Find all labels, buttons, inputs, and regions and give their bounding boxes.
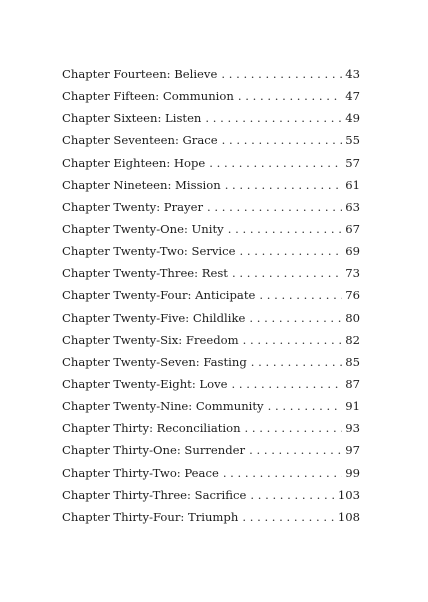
chapter-title: Chapter Thirty-Three: Sacrifice: [62, 487, 247, 502]
page-number: 97: [345, 443, 360, 458]
chapter-title: Chapter Sixteen: Listen: [62, 111, 202, 126]
page-number: 49: [345, 111, 360, 126]
dot-leader: [268, 399, 343, 413]
dot-leader: [205, 111, 342, 125]
toc-entry: [62, 311, 360, 333]
toc-entry: [62, 421, 360, 443]
toc-entry: [62, 466, 360, 488]
dot-leader: [222, 133, 343, 147]
chapter-title: Chapter Twenty: Prayer: [62, 199, 203, 214]
page-number: 82: [345, 332, 360, 347]
chapter-title: Chapter Twenty-Eight: Love: [62, 376, 228, 391]
page-number: 76: [345, 288, 360, 303]
chapter-title: Chapter Twenty-Six: Freedom: [62, 332, 239, 347]
toc-entry: [62, 222, 360, 244]
chapter-title: Chapter Eighteen: Hope: [62, 155, 206, 170]
page-number: 47: [345, 89, 360, 104]
chapter-title: Chapter Twenty-One: Unity: [62, 221, 224, 236]
dot-leader: [249, 443, 342, 457]
chapter-title: Chapter Thirty: Reconciliation: [62, 421, 241, 436]
toc-entry: [62, 111, 360, 133]
dot-leader: [225, 178, 343, 192]
page-number: 69: [345, 244, 360, 259]
dot-leader: [221, 67, 342, 81]
toc-entry: [62, 156, 360, 178]
dot-leader: [249, 311, 342, 325]
toc-entry: [62, 133, 360, 155]
table-of-contents: [62, 67, 360, 532]
toc-entry: [62, 89, 360, 111]
toc-entry: [62, 244, 360, 266]
toc-entry: [62, 178, 360, 200]
dot-leader: [232, 266, 342, 280]
toc-entry: [62, 67, 360, 89]
dot-leader: [243, 333, 343, 347]
toc-entry: [62, 200, 360, 222]
chapter-title: Chapter Twenty-Nine: Community: [62, 399, 264, 414]
dot-leader: [251, 355, 342, 369]
page-number: 93: [345, 421, 360, 436]
chapter-title: Chapter Thirty-Four: Triumph: [62, 509, 239, 524]
page-number: 103: [337, 487, 360, 502]
toc-entry: [62, 377, 360, 399]
toc-entry: [62, 266, 360, 288]
toc-entry: [62, 399, 360, 421]
dot-leader: [259, 288, 342, 302]
page-number: 80: [345, 310, 360, 325]
page-number: 85: [345, 354, 360, 369]
page-number: 67: [345, 221, 360, 236]
toc-entry: [62, 355, 360, 377]
toc-entry: [62, 443, 360, 465]
chapter-title: Chapter Fourteen: Believe: [62, 67, 218, 81]
dot-leader: [239, 244, 342, 258]
dot-leader: [228, 222, 343, 236]
chapter-title: Chapter Twenty-Three: Rest: [62, 266, 228, 281]
page-number: 108: [337, 509, 360, 524]
toc-entry: [62, 288, 360, 310]
dot-leader: [232, 377, 343, 391]
page-number: 99: [345, 465, 360, 480]
page-number: 63: [345, 199, 360, 214]
dot-leader: [245, 421, 343, 435]
dot-leader: [238, 89, 342, 103]
page-number: 73: [345, 266, 360, 281]
chapter-title: Chapter Twenty-Five: Childlike: [62, 310, 246, 325]
dot-leader: [207, 200, 342, 214]
page-number: 55: [345, 133, 360, 148]
dot-leader: [242, 510, 335, 524]
page-number: 57: [345, 155, 360, 170]
chapter-title: Chapter Twenty-Two: Service: [62, 244, 236, 259]
page-number: 43: [345, 67, 360, 81]
chapter-title: Chapter Thirty-One: Surrender: [62, 443, 246, 458]
page-number: 61: [345, 177, 360, 192]
chapter-title: Chapter Twenty-Seven: Fasting: [62, 354, 247, 369]
page-number: 87: [345, 376, 360, 391]
dot-leader: [223, 466, 342, 480]
chapter-title: Chapter Seventeen: Grace: [62, 133, 218, 148]
chapter-title: Chapter Thirty-Two: Peace: [62, 465, 219, 480]
dot-leader: [209, 156, 342, 170]
toc-entry: [62, 488, 360, 510]
chapter-title: Chapter Fifteen: Communion: [62, 89, 234, 104]
dot-leader: [250, 488, 335, 502]
chapter-title: Chapter Nineteen: Mission: [62, 177, 221, 192]
chapter-title: Chapter Twenty-Four: Anticipate: [62, 288, 256, 303]
toc-entry: [62, 510, 360, 532]
page-number: 91: [345, 399, 360, 414]
toc-entry: [62, 333, 360, 355]
